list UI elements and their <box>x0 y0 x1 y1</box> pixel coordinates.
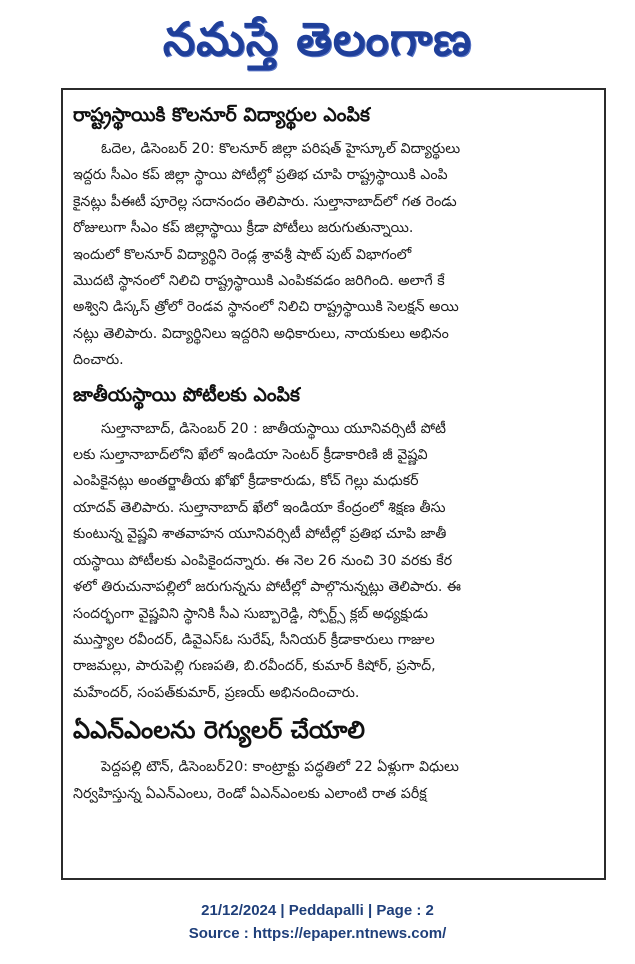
newspaper-logo: నమస్తే తెలంగాణ <box>162 12 473 66</box>
body-line: సందర్భంగా వైష్ణవిని స్థానికి సీఎ సుబ్బారెడ్డి, స్పోర్ట్స్‌ క్లబ్‌ అధ్యక్షుడు <box>73 605 428 622</box>
body-line: ఎంపికైనట్లు అంతర్జాతీయ ఖోఖో క్రీడాకారుడు, కోచ్‌ గెల్లు మధుకర్‌ <box>73 473 419 490</box>
body-line: దించారు. <box>73 352 124 369</box>
body-line: సుల్తానాబాద్‌, డిసెంబర్‌ 20 : జాతీయస్థాయి యూనివర్సిటీ పోటీ <box>101 420 446 437</box>
body-line: యాదవ్‌ తెలిపారు. సుల్తానాబాద్‌ ఖేలో ఇండియా కేంద్రంలో శిక్షణ తీసు <box>73 499 446 516</box>
article-2 <box>73 382 594 706</box>
article-body <box>73 136 594 374</box>
body-line: పెద్దపల్లి టౌన్‌, డిసెంబర్‌20: కాంట్రాక్టు పద్ధతిలో 22 ఏళ్లుగా విధులు <box>101 759 459 776</box>
body-line: ఇద్దరు సీఎం కప్‌ జిల్లా స్థాయి పోటీల్లో ప్రతిభ చూపి రాష్ట్రస్థాయికి ఎంపి <box>73 167 448 184</box>
article-3 <box>73 714 594 807</box>
article-body <box>73 416 594 706</box>
body-line: లకు సుల్తానాబాద్‌లోని ఖేలో ఇండియా సెంటర్‌ క్రీడాకారిణి జీ వైష్ణవి <box>73 447 428 464</box>
clipping-content <box>73 102 594 868</box>
masthead <box>0 8 635 70</box>
body-line: మొదటి స్థానంలో నిలిచి రాష్ట్రస్థాయికి ఎంపికవడం జరిగింది. అలాగే కే <box>73 273 445 290</box>
body-line: రాజమల్లు, పారుపెల్లి గుణపతి, బి.రవీందర్‌, కుమార్‌ కిషోర్‌, ప్రసాద్‌, <box>73 658 436 675</box>
article-1 <box>73 102 594 374</box>
footer-date-edition: 21/12/2024 | Peddapalli | Page : 2 <box>201 902 434 919</box>
body-line: నట్లు తెలిపారు. విద్యార్థినిలు ఇద్దరిని అధికారులు, నాయకులు అభినం <box>73 325 449 342</box>
footer-source: Source : https://epaper.ntnews.com/ <box>188 925 447 942</box>
article-headline: ఏఎన్‌ఎంలను రెగ్యులర్‌ చేయాలి <box>73 716 365 745</box>
body-line: నిర్వహిస్తున్న ఏఎన్‌ఎంలు, రెండో ఏఎన్‌ఎంలకు ఎలాంటి రాత పరీక్ష <box>73 785 427 802</box>
body-line: రోజులుగా సీఎం కప్‌ జిల్లాస్థాయి క్రీడా పోటీలు జరుగుతున్నాయి. <box>73 220 414 237</box>
clipping-frame <box>61 88 606 880</box>
body-line: ళలో తిరుచునాపల్లిలో జరుగున్నను పోటీల్లో పాల్గొనున్నట్లు తెలిపారు. ఈ <box>73 579 461 596</box>
article-headline: రాష్ట్రస్థాయికి కొలనూర్‌ విద్యార్థుల ఎంపిక <box>73 104 370 126</box>
article-headline: జాతీయస్థాయి పోటీలకు ఎంపిక <box>73 383 300 406</box>
article-body <box>73 754 594 807</box>
body-line: మహేందర్‌, సంపత్‌కుమార్‌, ప్రణయ్‌ అభినందించారు. <box>73 684 360 701</box>
body-line: ఓదెల, డిసెంబర్‌ 20: కొలనూర్‌ జిల్లా పరిషత్‌ హైస్కూల్‌ విద్యార్థులు <box>101 141 461 157</box>
body-line: కుంటున్న వైష్ణవి శాతవాహన యూనివర్సిటీ పోటీల్లో ప్రతిభ చూపి జాతీ <box>73 526 447 543</box>
body-line: ఇందులో కొలనూర్‌ విద్యార్థిని రెండ్ల శ్రావశ్రీ షాట్‌ పుట్‌ విభాగంలో <box>73 246 412 263</box>
body-line: అశ్విని డిస్కస్‌ త్రోలో రెండవ స్థానంలో నిలిచి రాష్ట్రస్థాయికి సెలక్షన్‌ అయి <box>73 299 459 316</box>
body-line: యస్థాయి పోటీలకు ఎంపికైందన్నారు. ఈ నెల 26 నుంచి 30 వరకు కేర <box>73 552 453 569</box>
body-line: కైనట్లు పీఈటీ పూరెల్ల సదానందం తెలిపారు. సుల్తానాబాద్‌లో గత రెండు <box>73 193 457 210</box>
body-line: ముస్త్యాల రవీందర్‌, డివైఎస్‌ఓ సురేష్‌, సీనియర్‌ క్రీడాకారులు గాజుల <box>73 631 435 648</box>
